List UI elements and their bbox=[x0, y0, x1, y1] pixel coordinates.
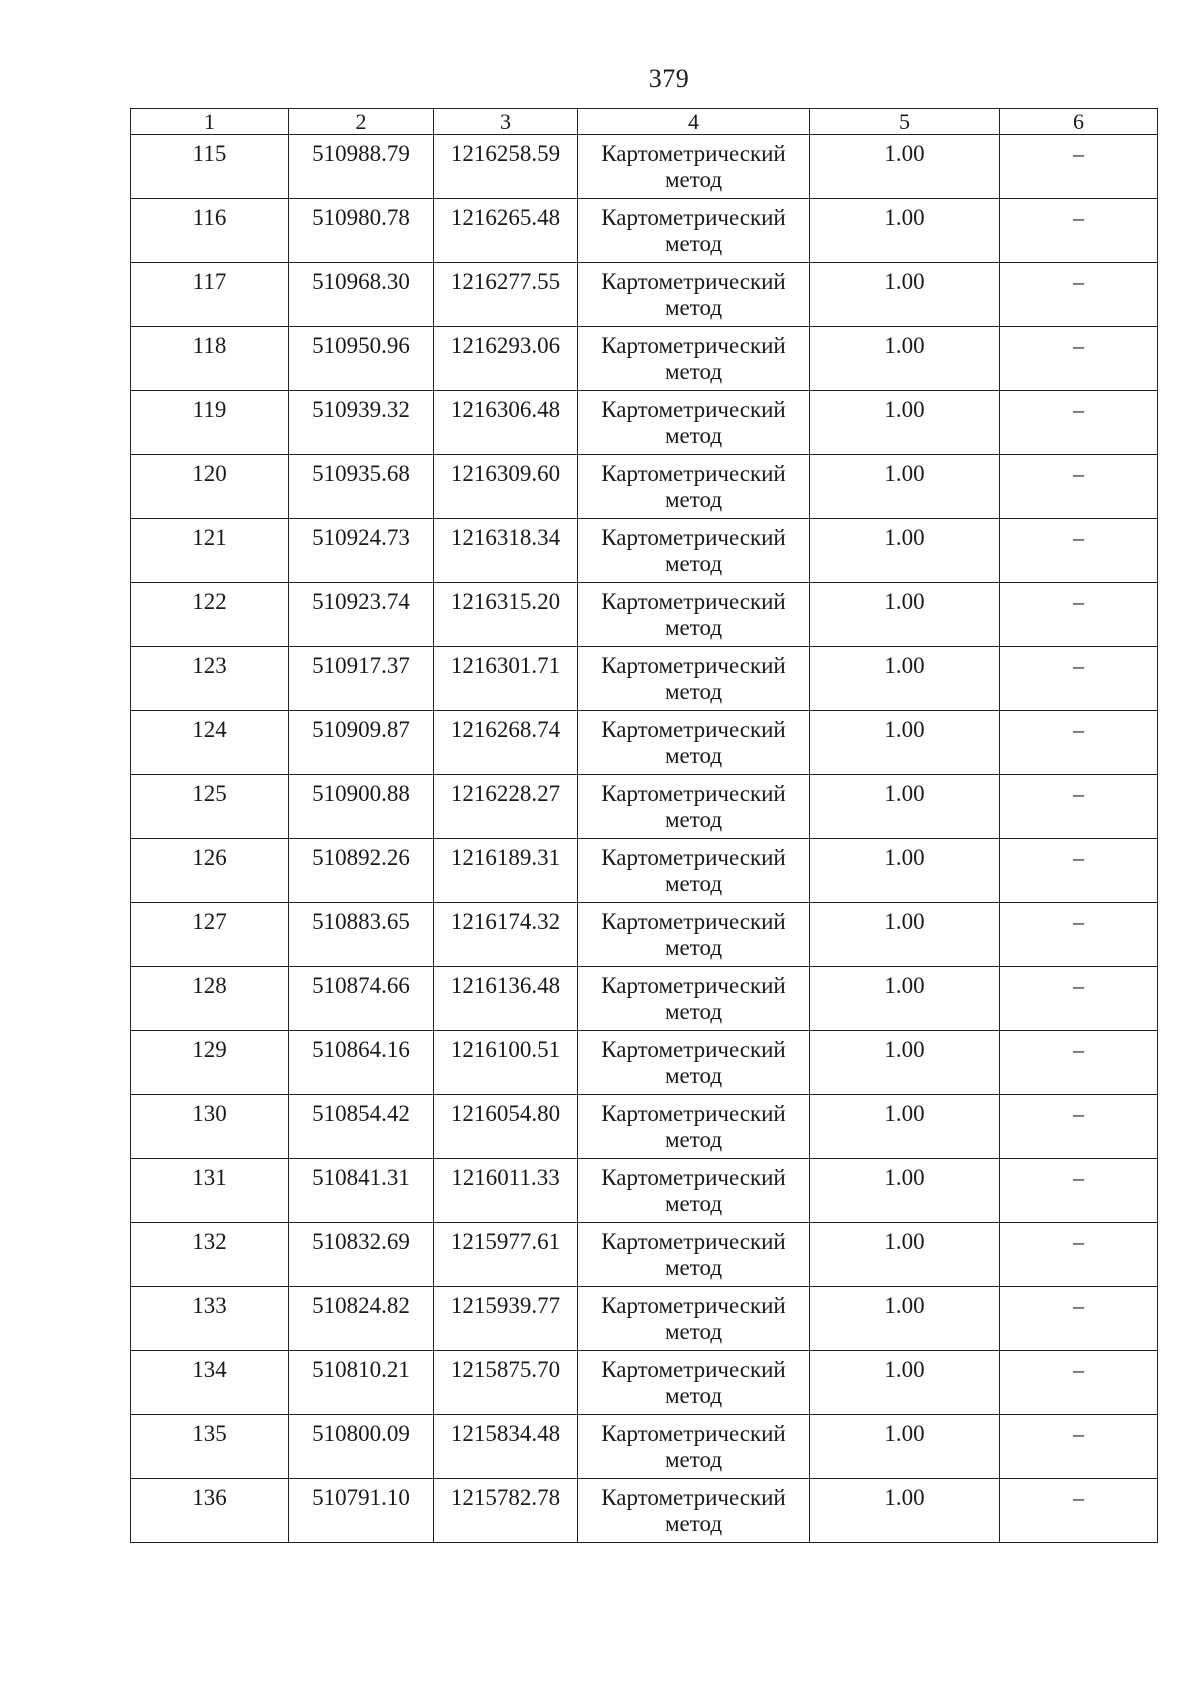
point-number-cell: 115 bbox=[131, 135, 289, 199]
table-row bbox=[131, 1351, 1158, 1415]
table-row bbox=[131, 263, 1158, 327]
note-cell: – bbox=[1000, 1031, 1158, 1095]
table-row bbox=[131, 839, 1158, 903]
table-row bbox=[131, 519, 1158, 583]
method-cell: Картометрический метод bbox=[578, 711, 810, 775]
note-cell: – bbox=[1000, 839, 1158, 903]
accuracy-cell: 1.00 bbox=[810, 775, 1000, 839]
note-cell: – bbox=[1000, 967, 1158, 1031]
column-header-3: 3 bbox=[434, 109, 578, 135]
method-cell: Картометрический метод bbox=[578, 1223, 810, 1287]
x-coordinate-cell: 510892.26 bbox=[289, 839, 434, 903]
method-cell: Картометрический метод bbox=[578, 775, 810, 839]
table-row bbox=[131, 903, 1158, 967]
x-coordinate-cell: 510950.96 bbox=[289, 327, 434, 391]
x-coordinate-cell: 510988.79 bbox=[289, 135, 434, 199]
x-coordinate-cell: 510854.42 bbox=[289, 1095, 434, 1159]
method-cell: Картометрический метод bbox=[578, 1095, 810, 1159]
point-number-cell: 132 bbox=[131, 1223, 289, 1287]
method-cell: Картометрический метод bbox=[578, 263, 810, 327]
method-cell: Картометрический метод bbox=[578, 583, 810, 647]
y-coordinate-cell: 1216309.60 bbox=[434, 455, 578, 519]
accuracy-cell: 1.00 bbox=[810, 967, 1000, 1031]
note-cell: – bbox=[1000, 775, 1158, 839]
method-cell: Картометрический метод bbox=[578, 967, 810, 1031]
x-coordinate-cell: 510980.78 bbox=[289, 199, 434, 263]
x-coordinate-cell: 510791.10 bbox=[289, 1479, 434, 1543]
x-coordinate-cell: 510832.69 bbox=[289, 1223, 434, 1287]
accuracy-cell: 1.00 bbox=[810, 647, 1000, 711]
x-coordinate-cell: 510874.66 bbox=[289, 967, 434, 1031]
table-row bbox=[131, 327, 1158, 391]
accuracy-cell: 1.00 bbox=[810, 1223, 1000, 1287]
point-number-cell: 121 bbox=[131, 519, 289, 583]
x-coordinate-cell: 510939.32 bbox=[289, 391, 434, 455]
method-cell: Картометрический метод bbox=[578, 1159, 810, 1223]
note-cell: – bbox=[1000, 1095, 1158, 1159]
y-coordinate-cell: 1216100.51 bbox=[434, 1031, 578, 1095]
accuracy-cell: 1.00 bbox=[810, 1159, 1000, 1223]
table-row bbox=[131, 1415, 1158, 1479]
method-cell: Картометрический метод bbox=[578, 903, 810, 967]
accuracy-cell: 1.00 bbox=[810, 903, 1000, 967]
x-coordinate-cell: 510800.09 bbox=[289, 1415, 434, 1479]
table-row bbox=[131, 711, 1158, 775]
y-coordinate-cell: 1216258.59 bbox=[434, 135, 578, 199]
point-number-cell: 135 bbox=[131, 1415, 289, 1479]
x-coordinate-cell: 510924.73 bbox=[289, 519, 434, 583]
point-number-cell: 125 bbox=[131, 775, 289, 839]
point-number-cell: 127 bbox=[131, 903, 289, 967]
point-number-cell: 119 bbox=[131, 391, 289, 455]
accuracy-cell: 1.00 bbox=[810, 519, 1000, 583]
note-cell: – bbox=[1000, 1287, 1158, 1351]
table-row bbox=[131, 1031, 1158, 1095]
column-header-6: 6 bbox=[1000, 109, 1158, 135]
method-cell: Картометрический метод bbox=[578, 519, 810, 583]
table-row bbox=[131, 391, 1158, 455]
table-row bbox=[131, 455, 1158, 519]
y-coordinate-cell: 1215939.77 bbox=[434, 1287, 578, 1351]
accuracy-cell: 1.00 bbox=[810, 1479, 1000, 1543]
accuracy-cell: 1.00 bbox=[810, 135, 1000, 199]
column-header-5: 5 bbox=[810, 109, 1000, 135]
x-coordinate-cell: 510841.31 bbox=[289, 1159, 434, 1223]
x-coordinate-cell: 510917.37 bbox=[289, 647, 434, 711]
point-number-cell: 134 bbox=[131, 1351, 289, 1415]
accuracy-cell: 1.00 bbox=[810, 199, 1000, 263]
method-cell: Картометрический метод bbox=[578, 199, 810, 263]
y-coordinate-cell: 1216011.33 bbox=[434, 1159, 578, 1223]
y-coordinate-cell: 1216318.34 bbox=[434, 519, 578, 583]
note-cell: – bbox=[1000, 391, 1158, 455]
method-cell: Картометрический метод bbox=[578, 135, 810, 199]
x-coordinate-cell: 510923.74 bbox=[289, 583, 434, 647]
y-coordinate-cell: 1216174.32 bbox=[434, 903, 578, 967]
coordinates-table bbox=[130, 108, 1158, 1543]
table-row bbox=[131, 1223, 1158, 1287]
x-coordinate-cell: 510968.30 bbox=[289, 263, 434, 327]
method-cell: Картометрический метод bbox=[578, 1287, 810, 1351]
point-number-cell: 124 bbox=[131, 711, 289, 775]
table-header bbox=[131, 109, 1158, 135]
x-coordinate-cell: 510909.87 bbox=[289, 711, 434, 775]
note-cell: – bbox=[1000, 199, 1158, 263]
point-number-cell: 123 bbox=[131, 647, 289, 711]
point-number-cell: 128 bbox=[131, 967, 289, 1031]
point-number-cell: 122 bbox=[131, 583, 289, 647]
point-number-cell: 118 bbox=[131, 327, 289, 391]
x-coordinate-cell: 510824.82 bbox=[289, 1287, 434, 1351]
y-coordinate-cell: 1216301.71 bbox=[434, 647, 578, 711]
accuracy-cell: 1.00 bbox=[810, 1095, 1000, 1159]
accuracy-cell: 1.00 bbox=[810, 263, 1000, 327]
method-cell: Картометрический метод bbox=[578, 1415, 810, 1479]
table-row bbox=[131, 583, 1158, 647]
point-number-cell: 136 bbox=[131, 1479, 289, 1543]
table-row bbox=[131, 1095, 1158, 1159]
point-number-cell: 117 bbox=[131, 263, 289, 327]
table-row bbox=[131, 135, 1158, 199]
note-cell: – bbox=[1000, 1223, 1158, 1287]
method-cell: Картометрический метод bbox=[578, 327, 810, 391]
table-row bbox=[131, 199, 1158, 263]
method-cell: Картометрический метод bbox=[578, 1479, 810, 1543]
point-number-cell: 120 bbox=[131, 455, 289, 519]
table-body bbox=[131, 135, 1158, 1543]
point-number-cell: 116 bbox=[131, 199, 289, 263]
y-coordinate-cell: 1215875.70 bbox=[434, 1351, 578, 1415]
note-cell: – bbox=[1000, 583, 1158, 647]
table-row bbox=[131, 967, 1158, 1031]
y-coordinate-cell: 1216136.48 bbox=[434, 967, 578, 1031]
y-coordinate-cell: 1216189.31 bbox=[434, 839, 578, 903]
y-coordinate-cell: 1216228.27 bbox=[434, 775, 578, 839]
y-coordinate-cell: 1216277.55 bbox=[434, 263, 578, 327]
x-coordinate-cell: 510935.68 bbox=[289, 455, 434, 519]
table-row bbox=[131, 647, 1158, 711]
x-coordinate-cell: 510810.21 bbox=[289, 1351, 434, 1415]
accuracy-cell: 1.00 bbox=[810, 455, 1000, 519]
accuracy-cell: 1.00 bbox=[810, 391, 1000, 455]
accuracy-cell: 1.00 bbox=[810, 327, 1000, 391]
point-number-cell: 133 bbox=[131, 1287, 289, 1351]
note-cell: – bbox=[1000, 1479, 1158, 1543]
y-coordinate-cell: 1215977.61 bbox=[434, 1223, 578, 1287]
y-coordinate-cell: 1215782.78 bbox=[434, 1479, 578, 1543]
point-number-cell: 129 bbox=[131, 1031, 289, 1095]
point-number-cell: 130 bbox=[131, 1095, 289, 1159]
table-row bbox=[131, 1479, 1158, 1543]
accuracy-cell: 1.00 bbox=[810, 1287, 1000, 1351]
note-cell: – bbox=[1000, 903, 1158, 967]
y-coordinate-cell: 1216306.48 bbox=[434, 391, 578, 455]
note-cell: – bbox=[1000, 647, 1158, 711]
y-coordinate-cell: 1216293.06 bbox=[434, 327, 578, 391]
method-cell: Картометрический метод bbox=[578, 1351, 810, 1415]
method-cell: Картометрический метод bbox=[578, 455, 810, 519]
x-coordinate-cell: 510900.88 bbox=[289, 775, 434, 839]
accuracy-cell: 1.00 bbox=[810, 583, 1000, 647]
note-cell: – bbox=[1000, 711, 1158, 775]
point-number-cell: 131 bbox=[131, 1159, 289, 1223]
y-coordinate-cell: 1216054.80 bbox=[434, 1095, 578, 1159]
note-cell: – bbox=[1000, 455, 1158, 519]
accuracy-cell: 1.00 bbox=[810, 711, 1000, 775]
column-header-1: 1 bbox=[131, 109, 289, 135]
table-row bbox=[131, 775, 1158, 839]
y-coordinate-cell: 1216268.74 bbox=[434, 711, 578, 775]
point-number-cell: 126 bbox=[131, 839, 289, 903]
column-header-2: 2 bbox=[289, 109, 434, 135]
note-cell: – bbox=[1000, 1159, 1158, 1223]
method-cell: Картометрический метод bbox=[578, 391, 810, 455]
column-header-4: 4 bbox=[578, 109, 810, 135]
method-cell: Картометрический метод bbox=[578, 1031, 810, 1095]
header-row bbox=[131, 109, 1158, 135]
x-coordinate-cell: 510883.65 bbox=[289, 903, 434, 967]
y-coordinate-cell: 1215834.48 bbox=[434, 1415, 578, 1479]
y-coordinate-cell: 1216315.20 bbox=[434, 583, 578, 647]
note-cell: – bbox=[1000, 519, 1158, 583]
note-cell: – bbox=[1000, 263, 1158, 327]
accuracy-cell: 1.00 bbox=[810, 1351, 1000, 1415]
note-cell: – bbox=[1000, 1351, 1158, 1415]
accuracy-cell: 1.00 bbox=[810, 839, 1000, 903]
method-cell: Картометрический метод bbox=[578, 839, 810, 903]
table-row bbox=[131, 1159, 1158, 1223]
x-coordinate-cell: 510864.16 bbox=[289, 1031, 434, 1095]
note-cell: – bbox=[1000, 327, 1158, 391]
method-cell: Картометрический метод bbox=[578, 647, 810, 711]
table-row bbox=[131, 1287, 1158, 1351]
page-number: 379 bbox=[648, 64, 690, 93]
note-cell: – bbox=[1000, 135, 1158, 199]
y-coordinate-cell: 1216265.48 bbox=[434, 199, 578, 263]
note-cell: – bbox=[1000, 1415, 1158, 1479]
accuracy-cell: 1.00 bbox=[810, 1031, 1000, 1095]
accuracy-cell: 1.00 bbox=[810, 1415, 1000, 1479]
